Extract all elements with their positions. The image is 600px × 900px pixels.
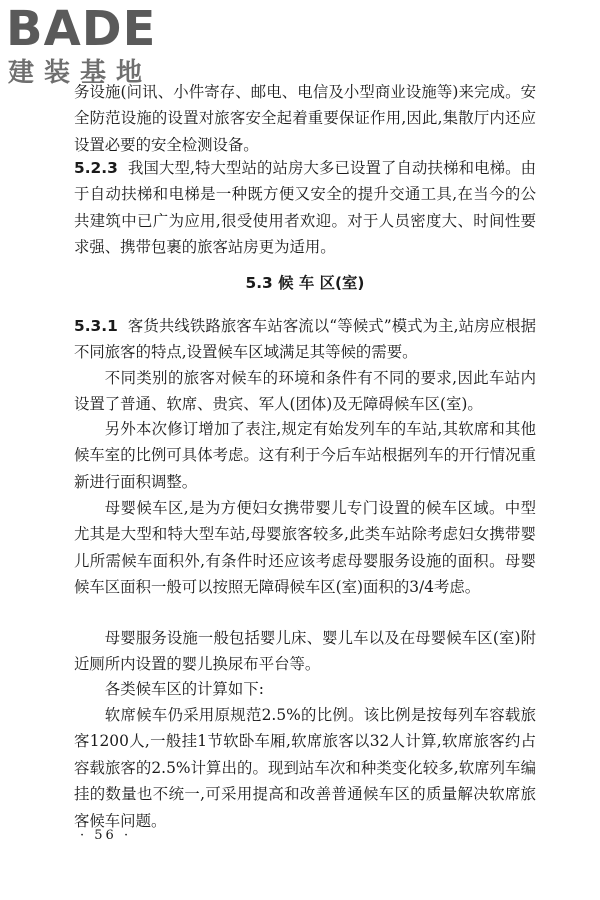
paragraph-mother-baby-area: 母婴候车区,是为方便妇女携带婴儿专门设置的候车区域。中型尤其是大型和特大型车站,母婴旅客较多,此类车站除考虑妇女携带婴儿所需候车面积外,有条件时还应该考虑母婴服务设施的面积。母婴候车区面积一般可以按照无障碍候车区(室)面积的3/4考虑。 xyxy=(74,499,536,597)
paragraph-soft-seat-calculation: 软席候车仍采用原规范2.5%的比例。该比例是按每列车容载旅客1200人,一般挂1节软卧车厢,软席旅客以32人计算,软席旅客约占容载旅客的2.5%计算出的。现到站车次和种类变化较多,软席列车编挂的数量也不统一,可采用提高和改善普通候车区的质量解决软席旅客候车问题。 xyxy=(74,706,536,830)
paragraph-waiting-types: 不同类别的旅客对候车的环境和条件有不同的要求,因此车站内设置了普通、软席、贵宾、军人(团体)及无障碍候车区(室)。 xyxy=(74,369,536,414)
clause-5-2-3 xyxy=(74,155,536,261)
clause-text: 我国大型,特大型站的站房大多已设置了自动扶梯和电梯。由于自动扶梯和电梯是一种既方便又安全的提升交通工具,在当今的公共建筑中已广为应用,很受使用者欢迎。对于人员密度大、时间性要求强、携带包裹的旅客站房更为适用。 xyxy=(74,159,536,257)
page-number: · 56 · xyxy=(80,828,132,843)
paragraph-mother-baby-facilities: 母婴服务设施一般包括婴儿床、婴儿车以及在母婴候车区(室)附近厕所内设置的婴儿换尿布平台等。 xyxy=(74,629,536,674)
clause-5-3-1 xyxy=(74,313,536,366)
clause-text: 客货共线铁路旅客车站客流以“等候式”模式为主,站房应根据不同旅客的特点,设置候车区域满足其等候的需要。 xyxy=(74,317,536,362)
clause-number: 5.3.1 xyxy=(74,317,118,335)
paragraph-continued: 务设施(问讯、小件寄存、邮电、电信及小型商业设施等)来完成。安全防范设施的设置对旅客安全起着重要保证作用,因此,集散厅内还应设置必要的安全检测设备。 xyxy=(74,83,536,154)
clause-number: 5.2.3 xyxy=(74,159,118,177)
section-heading: 5.3 候 车 区(室) xyxy=(245,274,365,292)
logo-subtitle: 建装基地 xyxy=(8,58,153,88)
paragraph-calculation-intro: 各类候车区的计算如下: xyxy=(104,680,264,698)
logo-wordmark: BADE xyxy=(6,1,157,57)
paragraph-revision-note: 另外本次修订增加了表注,规定有始发列车的车站,其软席和其他候车室的比例可具体考虑。这有利于今后车站根据列车的开行情况重新进行面积调整。 xyxy=(74,420,536,491)
